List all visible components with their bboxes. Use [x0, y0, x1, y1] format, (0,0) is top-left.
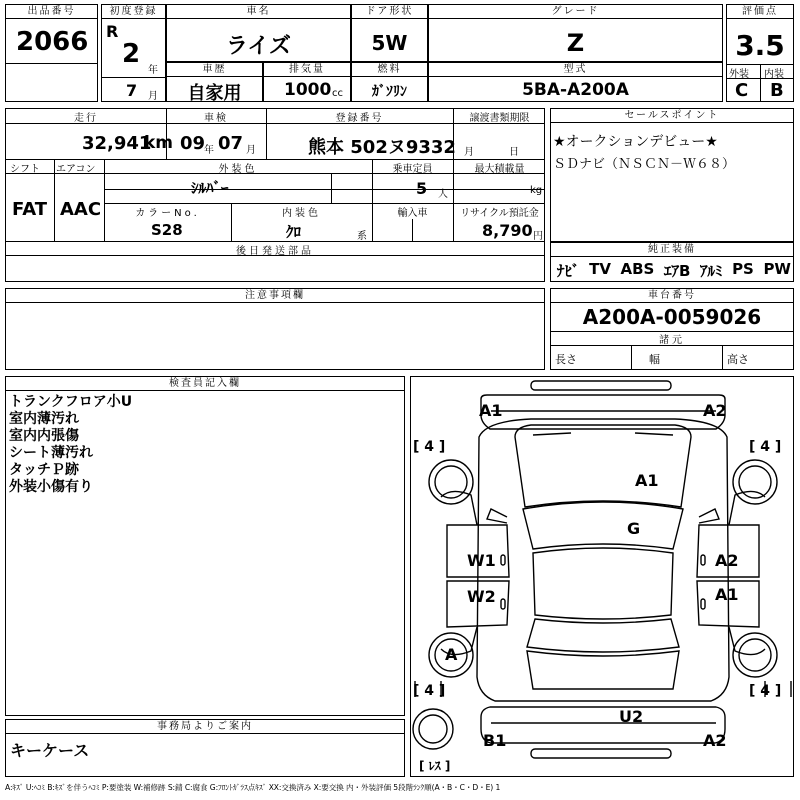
max-load-unit: kg	[530, 185, 543, 196]
damage-right-front-door: A2	[715, 551, 739, 570]
fuel-cell	[351, 62, 428, 102]
interior-grade-label: 内装	[764, 69, 784, 80]
equipment-item-abs: ABS	[620, 260, 655, 278]
exterior-color-label: 外装色	[218, 164, 258, 175]
equipment-list	[557, 260, 791, 281]
lot-number-value: 2066	[16, 27, 89, 57]
score-value: 3.5	[735, 29, 785, 62]
interior-grade-value: B	[770, 80, 784, 101]
vehicle-info-grid	[5, 108, 545, 282]
equipment-item-nav: ﾅﾋﾞ	[557, 262, 580, 280]
inspection-year: 09	[180, 133, 206, 154]
car-name-label: 車名	[167, 5, 350, 19]
displacement-unit: cc	[332, 88, 343, 99]
aircon-label: エアコン	[56, 164, 96, 175]
vehicle-history-value: 自家用	[187, 83, 242, 102]
office-value: キーケース	[10, 741, 90, 760]
vehicle-history-label: 車歴	[167, 63, 262, 77]
tire-front-left: [ 4 ]	[413, 439, 446, 455]
max-load-label: 最大積載量	[474, 164, 525, 175]
car-name-cell	[166, 4, 351, 62]
score-cell	[726, 4, 794, 102]
exterior-grade-value: C	[735, 80, 749, 101]
damage-rear-left: B1	[483, 731, 507, 750]
chassis-label: 車台番号	[551, 289, 793, 303]
plate-value: 熊本 502ヌ9332	[308, 137, 456, 158]
damage-left-front-door: W1	[467, 551, 496, 570]
first-registration-month: 7	[126, 81, 138, 100]
first-registration-year: 2	[122, 39, 141, 69]
car-outline-svg	[411, 377, 794, 777]
inspector-lines	[9, 394, 132, 496]
inspector-box	[5, 376, 405, 716]
equipment-item-pw: PW	[763, 260, 791, 278]
inspector-line: 室内薄汚れ	[9, 411, 79, 427]
displacement-value: 1000	[284, 80, 332, 100]
inspection-year-unit: 年	[204, 145, 214, 156]
score-label: 評価点	[727, 5, 793, 19]
lot-number-cell	[5, 4, 98, 102]
chassis-box	[550, 288, 794, 370]
recycle-value: 8,790	[482, 221, 533, 240]
capacity-unit: 人	[438, 189, 448, 200]
office-label: 事務局よりご案内	[6, 720, 404, 734]
tire-front-right: [ 4 ]	[749, 439, 782, 455]
first-registration-label: 初度登録	[102, 5, 165, 19]
dims-width-label: 幅	[649, 353, 660, 366]
grade-value: Z	[566, 29, 585, 57]
model-label: 型式	[429, 63, 722, 77]
sales-point-label: セールスポイント	[551, 109, 793, 123]
damage-diagram	[410, 376, 794, 777]
first-registration-era: R	[106, 22, 119, 41]
model-value: 5BA-A200A	[522, 80, 629, 100]
later-parts-label: 後日発送部品	[236, 246, 314, 257]
dims-height-label: 高さ	[727, 353, 749, 366]
interior-color-value: ｸﾛ	[286, 223, 302, 241]
inspector-line: トランクフロア小U	[9, 394, 133, 410]
inspector-line: 室内内張傷	[9, 428, 79, 444]
recycle-label: リサイクル預託金	[460, 208, 539, 219]
model-cell	[428, 62, 723, 102]
legend-text: A:ｷｽﾞ U:ﾍｺﾐ B:ｷｽﾞを伴うﾍｺﾐ P:要塗装 W:補修跡 S:錆 C:腐食 G:ﾌﾛﾝﾄｶﾞﾗｽ点ｷｽﾞ XX:交換済み X:要交換 内・外装評価 5段階ﾗﾝｸ順(A・B・C・D・E) 1	[5, 783, 501, 792]
interior-color-unit: 系	[357, 231, 367, 242]
capacity-value: 5	[416, 179, 428, 198]
lot-number-label: 出品番号	[6, 5, 97, 19]
damage-left-rear-wheel: A	[445, 645, 458, 664]
first-registration-cell	[101, 4, 166, 102]
grade-label: グレード	[429, 5, 722, 19]
vehicle-history-cell	[166, 62, 263, 102]
door-type-cell	[351, 4, 428, 62]
mileage-label: 走行	[74, 113, 98, 124]
damage-rear-right: A2	[703, 731, 727, 750]
inspector-line: 外装小傷有り	[9, 479, 93, 495]
displacement-cell	[263, 62, 351, 102]
equipment-box	[550, 242, 794, 282]
fuel-value: ｶﾞｿﾘﾝ	[372, 84, 407, 100]
plate-label: 登録番号	[335, 113, 384, 124]
damage-hood: A1	[635, 471, 659, 490]
dims-label: 諸元	[659, 335, 685, 346]
first-registration-year-unit: 年	[148, 65, 158, 76]
notes-label: 注意事項欄	[6, 289, 544, 303]
transfer-doc-day-unit: 日	[509, 147, 519, 158]
interior-color-label: 内装色	[282, 208, 321, 219]
damage-right-rear-door: A1	[715, 585, 739, 604]
exterior-color-value: ｼﾙﾊﾞｰ	[191, 179, 229, 197]
damage-roof: G	[627, 519, 641, 538]
equipment-item-ps: PS	[732, 260, 754, 278]
color-number-value: S28	[151, 221, 183, 239]
grade-cell	[428, 4, 723, 62]
shift-value: FAT	[12, 199, 48, 220]
notes-box	[5, 288, 545, 370]
exterior-grade-label: 外装	[729, 69, 749, 80]
chassis-value: A200A-0059026	[582, 305, 762, 329]
tire-rear-left: [ 4 ]	[413, 683, 446, 699]
car-name-value: ライズ	[225, 34, 292, 59]
transfer-doc-label: 譲渡書類期限	[469, 113, 530, 124]
recycle-unit: 円	[533, 231, 543, 242]
dims-length-label: 長さ	[555, 353, 577, 366]
mileage-value: 32,941	[82, 133, 152, 154]
aircon-value: AAC	[60, 199, 102, 220]
displacement-label: 排気量	[264, 63, 350, 77]
import-label: 輸入車	[397, 208, 428, 219]
fuel-label: 燃料	[352, 63, 427, 77]
tire-rear-right: [ 4 ]	[749, 683, 782, 699]
equipment-item-alloy: ｱﾙﾐ	[699, 262, 723, 280]
inspector-label: 検査員記入欄	[6, 377, 404, 391]
damage-left-rear-door: W2	[467, 587, 496, 606]
inspector-line: シート薄汚れ	[9, 445, 93, 461]
damage-rear-bumper: U2	[619, 707, 644, 726]
inspection-label: 車検	[204, 113, 228, 124]
door-type-value: 5W	[371, 31, 408, 55]
color-number-label: カラーNo.	[135, 208, 200, 219]
sales-point-line-1: ★オークションデビュー★	[553, 134, 718, 150]
damage-front-left: A1	[479, 401, 503, 420]
shift-label: シフト	[10, 164, 40, 175]
first-registration-month-unit: 月	[148, 91, 158, 102]
equipment-label: 純正装備	[551, 243, 793, 257]
equipment-item-airbag: ｴｱB	[663, 262, 691, 280]
sales-point-line-2: ＳＤナビ（ＮＳＣＮ－Ｗ６８）	[553, 157, 736, 172]
door-type-label: ドア形状	[352, 5, 427, 19]
transfer-doc-month-unit: 月	[464, 147, 474, 158]
sales-point-box	[550, 108, 794, 242]
mileage-unit: km	[144, 133, 174, 153]
office-box	[5, 719, 405, 777]
damage-front-right: A2	[703, 401, 727, 420]
capacity-label: 乗車定員	[392, 164, 433, 175]
spare-tire: [ ﾚｽ ]	[419, 759, 451, 773]
inspection-month: 07	[218, 133, 244, 154]
inspection-month-unit: 月	[246, 145, 256, 156]
equipment-item-tv: TV	[589, 260, 611, 278]
inspector-line: タッチＰ跡	[9, 462, 79, 478]
